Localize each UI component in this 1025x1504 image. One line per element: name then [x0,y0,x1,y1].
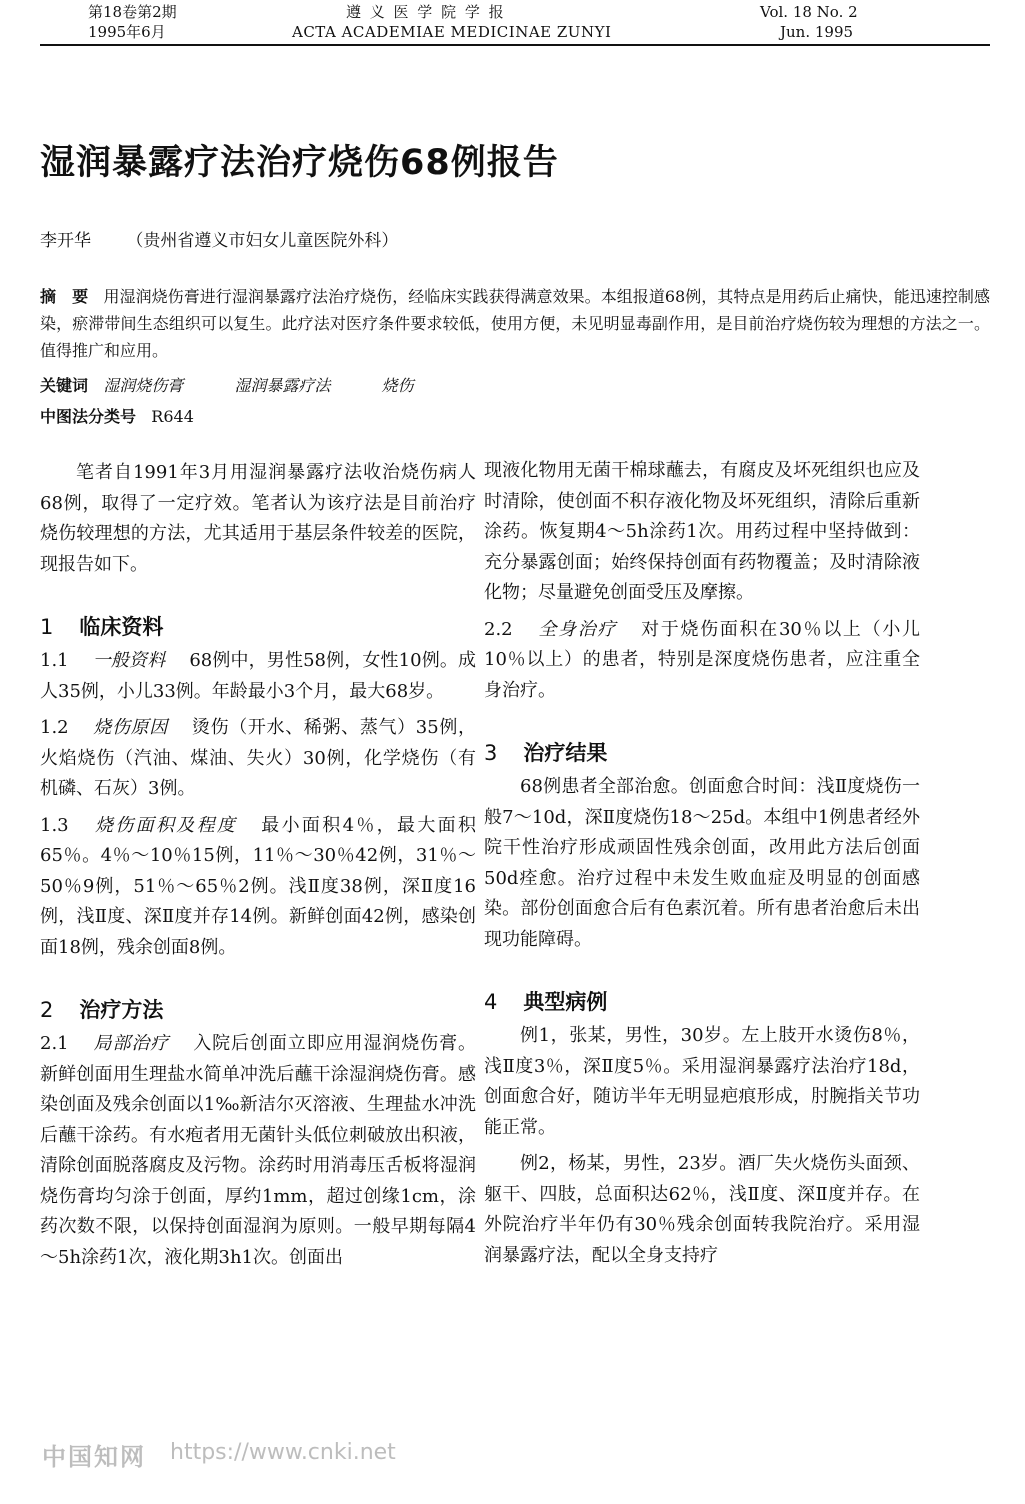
keyword: 湿润烧伤膏 [103,376,184,395]
subsection-heading: 烧伤面积及程度 [92,814,238,836]
body-left-column [40,458,476,1273]
paragraph-2-1-continued: 现液化物用无菌干棉球蘸去，有腐皮及坏死组织也应及时清除，使创面不积存液化物及坏死组织，清除后重新涂药。恢复期4～5h涂药1次。用药过程中坚持做到：充分暴露创面；始终保持创面有药物覆盖；及时清除液化物；尽量避免创面受压及摩擦。 [484,460,920,603]
section-number: 2 [40,998,54,1022]
subsection-number: 1.3 [40,814,69,836]
author-name: 李开华 [40,231,91,251]
journal-name-cn: 遵 义 医 学 院 学 报 [346,3,506,21]
section-heading-2 [40,995,476,1025]
classification-code: R644 [151,407,194,426]
section-number: 3 [484,741,498,765]
section-heading-1 [40,612,476,642]
case-2-paragraph: 例2，杨某，男性，23岁。酒厂失火烧伤头面颈、躯干、四肢，总面积达62％，浅Ⅱ度、深Ⅱ度并存。在外院治疗半年仍有30％残余创面转我院治疗。采用湿润暴露疗法，配以全身支持疗 [484,1153,920,1266]
paragraph-2-2 [484,615,920,707]
case-1-paragraph: 例1，张某，男性，30岁。左上肢开水烫伤8％，浅Ⅱ度3％，深Ⅱ度5％。采用湿润暴露疗法治疗18d，创面愈合好，随访半年无明显疤痕形成，肘腕指关节功能正常。 [484,1025,920,1138]
subsection-text: 68例中，男性58例，女性10例。成人35例，小儿33例。年龄最小3个月，最大68岁。 [40,650,477,702]
subsection-text: 对于烧伤面积在30％以上（小儿10％以上）的患者，特别是深度烧伤患者，应注重全身治疗。 [484,618,921,701]
keywords [40,373,460,396]
volume-date: Jun. 1995 [780,23,854,41]
paragraph-1-3 [40,811,476,964]
subsection-number: 1.2 [40,717,69,738]
subsection-text: 烫伤（开水、稀粥、蒸气）35例，火焰烧伤（汽油、煤油、失火）30例，化学烧伤（有机磷、石灰）3例。 [40,717,477,799]
header-rule [40,44,990,46]
section-title: 典型病例 [523,990,608,1014]
issue-date: 1995年6月 [88,23,166,41]
subsection-heading: 烧伤原因 [92,717,168,738]
paragraph-1-1 [40,646,476,707]
section-title: 治疗结果 [523,741,608,765]
subsection-text: 入院后创面立即应用湿润烧伤膏。新鲜创面用生理盐水简单冲洗后蘸干涂湿润烧伤膏。感染创面及残余创面以1‰新洁尔灭溶液、生理盐水冲洗后蘸干涂药。有水疱者用无菌针头低位刺破放出积液，清除创面脱落腐皮及污物。涂药时用消毒压舌板将湿润烧伤膏均匀涂于创面，厚约1mm，超过创缘1cm，涂药次数不限，以保持创面湿润为原则。一般早期每隔4～5h涂药1次，液化期3h1次。创面出 [40,1033,477,1268]
intro-paragraph: 笔者自1991年3月用湿润暴露疗法收治烧伤病人68例，取得了一定疗效。笔者认为该疗法是目前治疗烧伤较理想的方法，尤其适用于基层条件较差的医院，现报告如下。 [40,462,476,575]
subsection-text: 最小面积4％，最大面积65％。4％～10％15例，11％～30％42例，31％～50％9例，51％～65％2例。浅Ⅱ度38例，深Ⅱ度16例，浅Ⅱ度、深Ⅱ度并存14例。新鲜创面42例，感染创面18例，残余创面8例。 [40,814,476,958]
subsection-number: 1.1 [40,650,69,671]
cnki-logo: 中国知网 [42,1443,146,1471]
cnki-url: https://www.cnki.net [170,1440,396,1465]
subsection-heading: 全身治疗 [536,618,618,640]
subsection-heading: 局部治疗 [92,1033,170,1054]
author-line [40,226,398,251]
abstract [40,283,990,364]
section-title: 治疗方法 [79,998,164,1022]
keyword: 烧伤 [381,376,414,395]
section-title: 临床资料 [79,615,164,639]
subsection-number: 2.2 [484,618,513,640]
body-right-column [484,456,920,1271]
subsection-heading: 一般资料 [92,650,166,671]
results-paragraph: 68例患者全部治愈。创面愈合时间：浅Ⅱ度烧伤一般7～10d，深Ⅱ度烧伤18～25d。本组中1例患者经外院干性治疗形成顽固性残余创面，改用此方法后创面50d痊愈。治疗过程中未发生败血症及明显的创面感染。部份创面愈合后有色素沉着。所有患者治愈后未出现功能障碍。 [484,776,920,950]
classification [40,404,194,427]
paragraph-1-2 [40,713,476,805]
issue-label: 第18卷第2期 [88,3,177,21]
keyword: 湿润暴露疗法 [234,376,331,395]
section-heading-3 [484,738,920,768]
article-title: 湿润暴露疗法治疗烧伤68例报告 [40,143,559,183]
keywords-label: 关键词 [40,376,89,395]
paragraph-2-1 [40,1029,476,1273]
section-number: 1 [40,615,54,639]
volume-label: Vol. 18 No. 2 [760,3,858,21]
abstract-text: 用湿润烧伤膏进行湿润暴露疗法治疗烧伤，经临床实践获得满意效果。本组报道68例，其特点是用药后止痛快，能迅速控制感染，瘀滞带间生态组织可以复生。此疗法对医疗条件要求较低，使用方便，未见明显毒副作用，是目前治疗烧伤较为理想的方法之一。值得推广和应用。 [40,287,990,360]
section-number: 4 [484,990,498,1014]
subsection-number: 2.1 [40,1033,69,1054]
author-affiliation: （贵州省遵义市妇女儿童医院外科） [126,231,399,251]
classification-label: 中图法分类号 [40,407,137,426]
journal-name-en: ACTA ACADEMIAE MEDICINAE ZUNYI [292,23,612,41]
section-heading-4 [484,987,920,1017]
abstract-label: 摘 要 [40,287,89,306]
